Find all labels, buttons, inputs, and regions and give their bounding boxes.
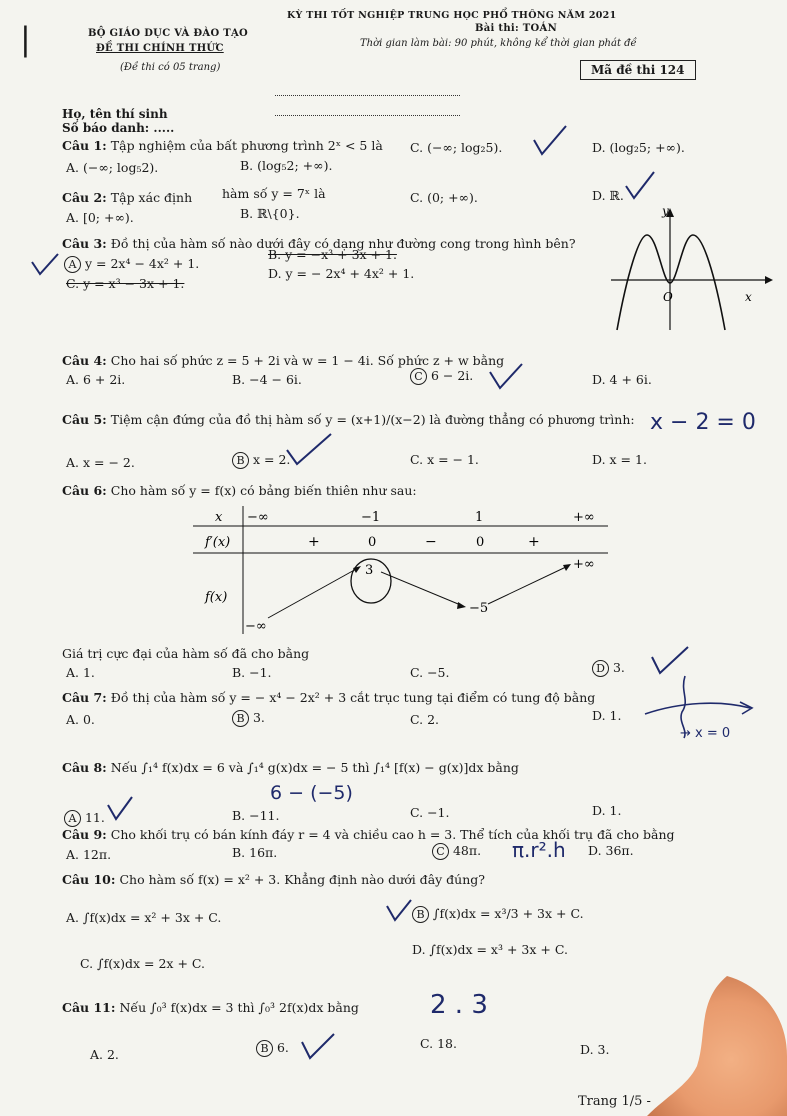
q10-stem: Cho hàm số f(x) = x² + 3. Khẳng định nào dưới đây đúng? [119, 872, 485, 887]
name-dotted-line [275, 95, 460, 96]
q3-option-c[interactable]: C. y = x³ − 3x + 1. [66, 276, 185, 291]
vt-sign-3: − [425, 534, 437, 550]
exam-code: Mã đề thi 124 [580, 60, 696, 80]
vt-f-end: +∞ [573, 557, 595, 572]
q6-number: Câu 6: [62, 483, 107, 498]
ministry-name: BỘ GIÁO DỤC VÀ ĐÀO TẠO [88, 28, 249, 39]
q9-number: Câu 9: [62, 827, 107, 842]
q7-option-d[interactable]: D. 1. [592, 708, 622, 723]
q8-option-b[interactable]: B. −11. [232, 808, 280, 823]
q4-option-a[interactable]: A. 6 + 2i. [66, 372, 126, 387]
q8-check-mark [106, 795, 134, 823]
vt-f-label: f(x) [205, 590, 228, 605]
q3-check-mark [30, 252, 60, 276]
vt-sign-2: 0 [368, 535, 377, 550]
q5-check-mark [285, 432, 335, 468]
q7-handwritten-note: → x = 0 [680, 726, 731, 741]
q2-stem: Tập xác định [110, 190, 193, 205]
q1-number: Câu 1: [62, 138, 107, 153]
q4-option-d[interactable]: D. 4 + 6i. [592, 372, 652, 387]
q8-option-a[interactable]: 11. [84, 810, 105, 825]
q5-option-d[interactable]: D. x = 1. [592, 452, 647, 467]
q3-option-a[interactable]: y = 2x⁴ − 4x² + 1. [84, 256, 200, 271]
q7-option-a[interactable]: A. 0. [66, 712, 95, 727]
q7-stem: Đồ thị của hàm số y = − x⁴ − 2x² + 3 cắt trục tung tại điểm có tung độ bằng [110, 690, 596, 705]
q1-option-a[interactable]: A. (−∞; log₅2). [66, 160, 159, 175]
q4-number: Câu 4: [62, 353, 107, 368]
q11-option-d[interactable]: D. 3. [580, 1042, 610, 1057]
vt-sign-1: + [308, 534, 320, 550]
q8-option-c[interactable]: C. −1. [410, 805, 450, 820]
q10-option-b[interactable]: ∫f(x)dx = x³/3 + 3x + C. [432, 906, 584, 921]
q11-number: Câu 11: [62, 1000, 116, 1015]
q4-option-b[interactable]: B. −4 − 6i. [232, 372, 302, 387]
q1-stem: Tập nghiệm của bất phương trình 2ˣ < 5 là [110, 138, 383, 153]
graph-y-label: y [662, 205, 669, 218]
q6-stem-cont: Giá trị cực đại của hàm số đã cho bằng [62, 646, 310, 661]
q8-stem: Nếu ∫₁⁴ f(x)dx = 6 và ∫₁⁴ g(x)dx = − 5 thì ∫₁⁴ [f(x) − g(x)]dx bằng [110, 760, 519, 775]
q11-circled-letter: B [256, 1040, 273, 1057]
q5-number: Câu 5: [62, 412, 107, 427]
q5-circled-letter: B [232, 452, 249, 469]
q7-option-b[interactable]: 3. [252, 710, 265, 725]
graph-origin-label: O [663, 290, 673, 304]
q9-option-c[interactable]: 48π. [452, 843, 482, 858]
q8-handwritten-note: 6 − (−5) [270, 782, 353, 804]
graph-x-label: x [745, 290, 752, 304]
q6-option-a[interactable]: A. 1. [66, 665, 95, 680]
q11-check-mark [300, 1032, 336, 1062]
q3-circled-letter: A [64, 256, 81, 273]
exam-time: Thời gian làm bài: 90 phút, không kể thời gian phát đề [360, 38, 637, 49]
q1-option-b[interactable]: B. (log₅2; +∞). [240, 158, 333, 173]
q11-stem: Nếu ∫₀³ f(x)dx = 3 thì ∫₀³ 2f(x)dx bằng [119, 1000, 359, 1015]
q6-option-c[interactable]: C. −5. [410, 665, 450, 680]
q10-circled-letter: B [412, 906, 429, 923]
margin-mark: | [20, 20, 31, 58]
q4-circled-letter: C [410, 368, 427, 385]
exam-title: KỲ THI TỐT NGHIỆP TRUNG HỌC PHỔ THÔNG NĂM 2021 [287, 10, 617, 21]
q5-option-c[interactable]: C. x = − 1. [410, 452, 479, 467]
vt-fp-label: f′(x) [205, 535, 231, 550]
q5-option-a[interactable]: A. x = − 2. [66, 455, 135, 470]
q10-option-c[interactable]: C. ∫f(x)dx = 2x + C. [80, 956, 205, 971]
q9-stem: Cho khối trụ có bán kính đáy r = 4 và chiều cao h = 3. Thể tích của khối trụ đã cho bằng [110, 827, 675, 842]
q5-handwritten-note: x − 2 = 0 [650, 410, 756, 435]
vt-f-max: 3 [365, 563, 374, 578]
pages-note: (Đề thi có 05 trang) [120, 62, 221, 73]
vt-x-1: 1 [475, 510, 484, 525]
q1-check-mark [530, 124, 570, 158]
student-name-label: Họ, tên thí sinh [62, 107, 168, 121]
q2-check-mark [622, 170, 658, 202]
q2-stem-cont: hàm số y = 7ˣ là [222, 186, 326, 201]
q4-option-c[interactable]: 6 − 2i. [430, 368, 474, 383]
q2-number: Câu 2: [62, 190, 107, 205]
q9-option-a[interactable]: A. 12π. [66, 847, 112, 862]
official-label: ĐỀ THI CHÍNH THỨC [96, 43, 224, 54]
q6-variation-table [193, 506, 613, 636]
vt-sign-4: 0 [476, 535, 485, 550]
student-id-label: Số báo danh: ..... [62, 121, 175, 135]
q11-handwritten-note: 2 . 3 [430, 990, 488, 1020]
q8-number: Câu 8: [62, 760, 107, 775]
vt-x-pos-inf: +∞ [573, 510, 595, 525]
q8-option-d[interactable]: D. 1. [592, 803, 622, 818]
q7-circled-letter: B [232, 710, 249, 727]
q7-option-c[interactable]: C. 2. [410, 712, 439, 727]
q11-option-b[interactable]: 6. [276, 1040, 289, 1055]
q6-option-d[interactable]: 3. [612, 660, 625, 675]
vt-f-start: −∞ [245, 619, 267, 634]
q3-option-b[interactable]: B. y = −x³ + 3x + 1. [268, 247, 397, 262]
q3-curve-graph [605, 205, 775, 335]
q2-option-d[interactable]: D. ℝ. [592, 188, 624, 203]
vt-x-label: x [215, 510, 223, 525]
q6-circled-letter: D [592, 660, 609, 677]
q4-check-mark [488, 362, 524, 392]
q5-option-b[interactable]: x = 2. [252, 452, 291, 467]
q9-circled-letter: C [432, 843, 449, 860]
q3-number: Câu 3: [62, 236, 107, 251]
q6-stem: Cho hàm số y = f(x) có bảng biến thiên như sau: [110, 483, 417, 498]
q10-option-a[interactable]: A. ∫f(x)dx = x² + 3x + C. [66, 910, 222, 925]
q9-option-d[interactable]: D. 36π. [588, 843, 634, 858]
q11-option-c[interactable]: C. 18. [420, 1036, 457, 1051]
vt-sign-5: + [528, 534, 540, 550]
q6-option-b[interactable]: B. −1. [232, 665, 272, 680]
vt-x-minus1: −1 [361, 510, 381, 525]
q3-stem: Đồ thị của hàm số nào dưới đây có dạng như đường cong trong hình bên? [110, 236, 576, 251]
q8-circled-letter: A [64, 810, 81, 827]
exam-subject: Bài thi: TOÁN [475, 23, 558, 34]
vt-f-min: −5 [469, 601, 489, 616]
q10-number: Câu 10: [62, 872, 116, 887]
q9-handwritten-note: π.r².h [512, 838, 566, 862]
q2-option-c[interactable]: C. (0; +∞). [410, 190, 478, 205]
q11-option-a[interactable]: A. 2. [90, 1047, 119, 1062]
id-dotted-line [275, 115, 460, 116]
q9-option-b[interactable]: B. 16π. [232, 845, 278, 860]
q5-stem: Tiệm cận đứng của đồ thị hàm số y = (x+1)/(x−2) là đường thẳng có phương trình: [110, 412, 635, 427]
q1-option-d[interactable]: D. (log₂5; +∞). [592, 140, 685, 155]
q2-option-a[interactable]: A. [0; +∞). [66, 210, 134, 225]
q7-number: Câu 7: [62, 690, 107, 705]
vt-x-neg-inf: −∞ [247, 510, 269, 525]
page-footer: Trang 1/5 - [578, 1094, 651, 1109]
q4-stem: Cho hai số phức z = 5 + 2i và w = 1 − 4i. Số phức z + w bằng [110, 353, 505, 368]
q10-option-d[interactable]: D. ∫f(x)dx = x³ + 3x + C. [412, 942, 568, 957]
q10-check-mark [385, 898, 413, 924]
q1-option-c[interactable]: C. (−∞; log₂5). [410, 140, 503, 155]
q2-option-b[interactable]: B. ℝ\{0}. [240, 206, 300, 221]
q3-option-d[interactable]: D. y = − 2x⁴ + 4x² + 1. [268, 266, 415, 281]
